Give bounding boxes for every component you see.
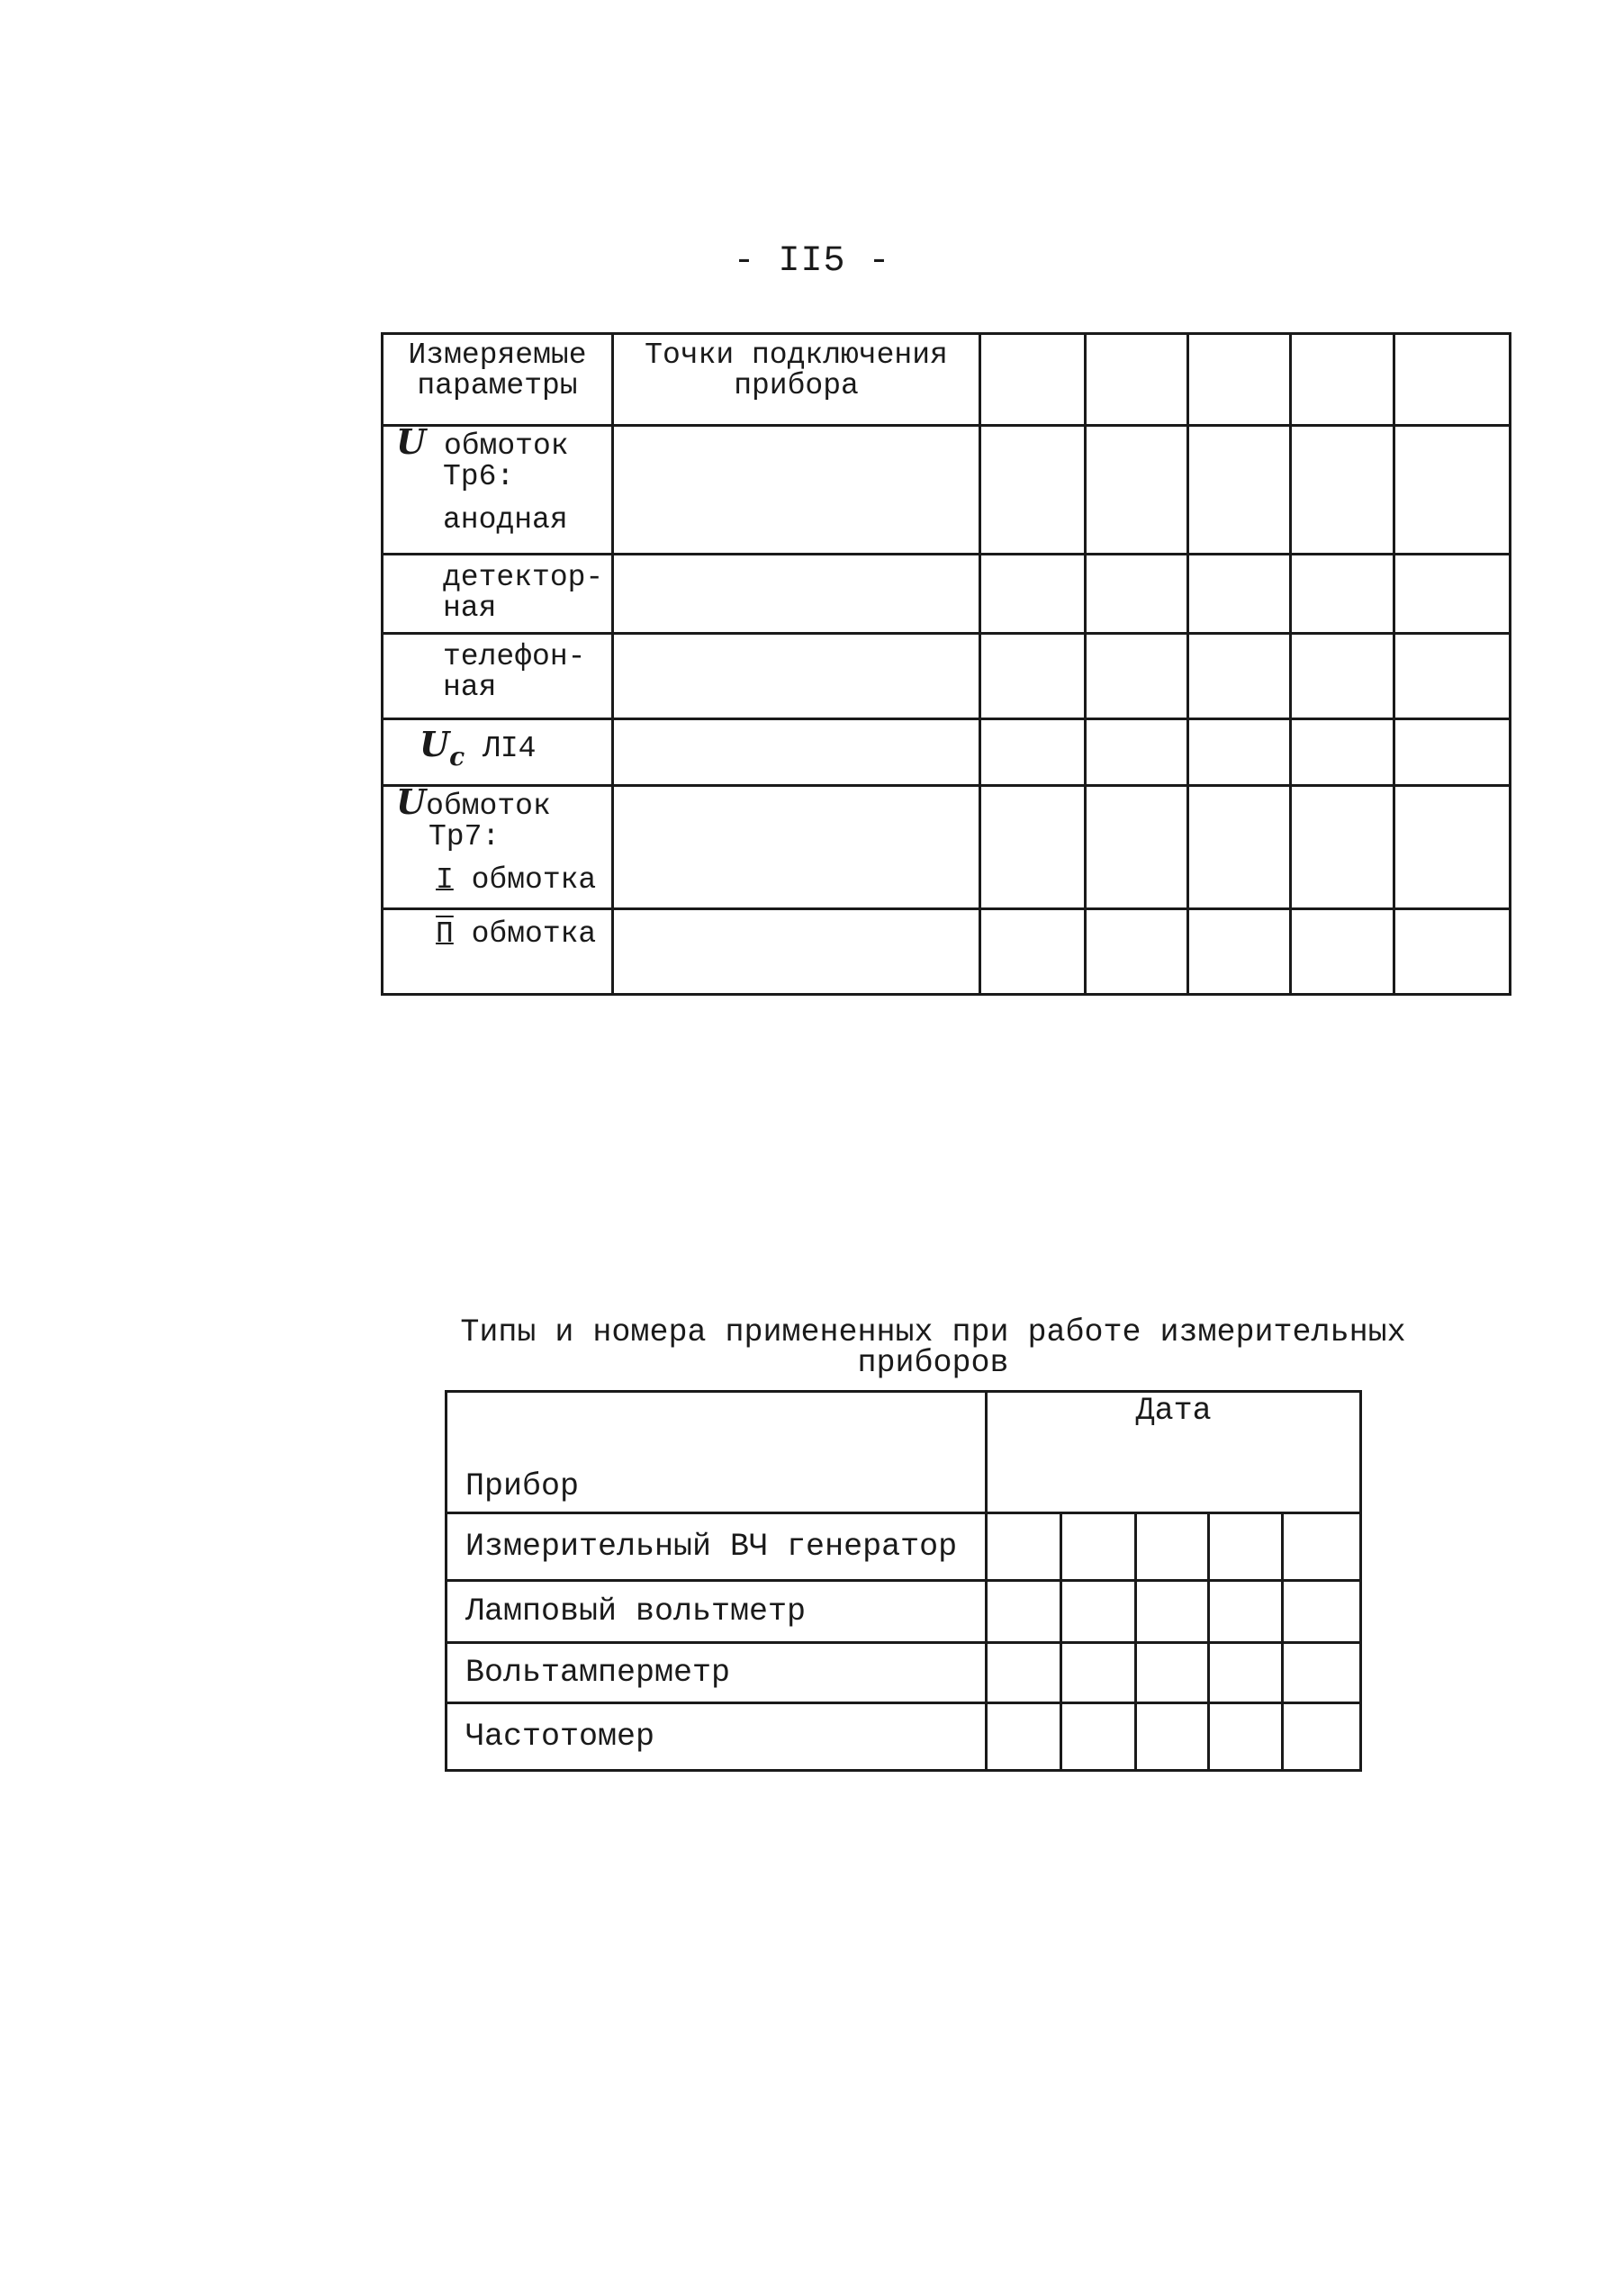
data-cell	[1208, 1703, 1282, 1771]
table-row	[447, 1703, 1361, 1771]
data-cell	[980, 786, 1086, 909]
instruments-caption	[443, 1314, 1423, 1381]
data-cell	[1394, 334, 1511, 426]
page-number: - II5 -	[733, 241, 891, 282]
data-cell	[1086, 909, 1188, 995]
voltage-symbol: U	[396, 781, 427, 822]
table-header-row	[383, 334, 1511, 426]
row-label: детектор-ная	[443, 561, 604, 625]
device-name: Ламповый вольтметр	[447, 1580, 987, 1642]
data-cell	[1291, 334, 1394, 426]
caption-line: приборов	[857, 1345, 1009, 1381]
param-cell	[383, 909, 613, 995]
group-head-text: обмоток	[443, 429, 569, 463]
points-cell	[613, 786, 980, 909]
data-cell	[1086, 555, 1188, 634]
data-cell	[1061, 1580, 1136, 1642]
data-cell	[1188, 555, 1291, 634]
data-cell	[1208, 1513, 1282, 1581]
table-header-row	[447, 1392, 1361, 1513]
data-cell	[1394, 909, 1511, 995]
data-cell	[1394, 426, 1511, 555]
data-cell	[1188, 334, 1291, 426]
group-head-text: обмоток	[426, 790, 551, 823]
data-cell	[1136, 1642, 1208, 1703]
data-cell	[1061, 1513, 1136, 1581]
data-cell	[1188, 909, 1291, 995]
header-date: Дата	[987, 1392, 1361, 1513]
data-cell	[1208, 1580, 1282, 1642]
data-cell	[1394, 634, 1511, 719]
measurement-table	[381, 332, 1511, 996]
voltage-symbol: U	[420, 724, 450, 764]
points-cell	[613, 426, 980, 555]
data-cell	[1086, 719, 1188, 786]
data-cell	[1291, 555, 1394, 634]
data-cell	[980, 334, 1086, 426]
points-cell	[613, 634, 980, 719]
row-label: ЛI4	[483, 732, 537, 765]
data-cell	[987, 1703, 1061, 1771]
data-cell	[987, 1642, 1061, 1703]
data-cell	[1136, 1580, 1208, 1642]
roman-numeral: П	[436, 917, 454, 951]
param-cell	[383, 719, 613, 786]
points-cell	[613, 909, 980, 995]
data-cell	[1291, 634, 1394, 719]
table-row	[383, 719, 1511, 786]
header-points: Точки подключения прибора	[613, 334, 980, 426]
param-cell	[383, 781, 613, 909]
data-cell	[980, 555, 1086, 634]
data-cell	[1188, 426, 1291, 555]
device-name: Вольтамперметр	[447, 1642, 987, 1703]
voltage-subscript: c	[449, 742, 465, 772]
data-cell	[980, 634, 1086, 719]
device-name: Измерительный ВЧ генератор	[447, 1513, 987, 1581]
data-cell	[1061, 1642, 1136, 1703]
points-cell	[613, 719, 980, 786]
header-params: Измеряемые параметры	[383, 334, 613, 426]
data-cell	[1188, 786, 1291, 909]
row-label: телефон-ная	[443, 640, 586, 704]
data-cell	[1086, 634, 1188, 719]
data-cell	[1188, 634, 1291, 719]
data-cell	[1086, 426, 1188, 555]
instruments-table	[445, 1390, 1362, 1772]
data-cell	[1394, 719, 1511, 786]
roman-numeral: I	[436, 863, 454, 897]
data-cell	[1136, 1703, 1208, 1771]
table-row	[447, 1642, 1361, 1703]
param-cell	[383, 555, 613, 634]
data-cell	[1086, 334, 1188, 426]
table-row	[447, 1580, 1361, 1642]
table-row	[447, 1513, 1361, 1581]
data-cell	[980, 719, 1086, 786]
data-cell	[1394, 555, 1511, 634]
points-cell	[613, 555, 980, 634]
data-cell	[980, 426, 1086, 555]
param-cell	[383, 421, 613, 555]
data-cell	[987, 1580, 1061, 1642]
table-row	[383, 909, 1511, 995]
data-cell	[980, 909, 1086, 995]
device-name: Частотомер	[447, 1703, 987, 1771]
data-cell	[1208, 1642, 1282, 1703]
data-cell	[1188, 719, 1291, 786]
table-row	[383, 634, 1511, 719]
data-cell	[987, 1513, 1061, 1581]
data-cell	[1061, 1703, 1136, 1771]
row-label: обмотка	[453, 917, 597, 951]
data-cell	[1282, 1642, 1360, 1703]
row-label: анодная	[443, 503, 568, 537]
header-device: Прибор	[447, 1392, 987, 1513]
data-cell	[1086, 786, 1188, 909]
group-sub-text: Тр7:	[429, 820, 501, 853]
param-cell	[383, 634, 613, 719]
data-cell	[1282, 1580, 1360, 1642]
data-cell	[1136, 1513, 1208, 1581]
data-cell	[1282, 1513, 1360, 1581]
table-row	[383, 555, 1511, 634]
data-cell	[1291, 909, 1394, 995]
data-cell	[1291, 786, 1394, 909]
voltage-symbol: U	[396, 421, 427, 462]
data-cell	[1282, 1703, 1360, 1771]
data-cell	[1291, 426, 1394, 555]
table-row	[383, 426, 1511, 555]
caption-line: Типы и номера примененных при работе измерительных	[460, 1314, 1406, 1350]
data-cell	[1291, 719, 1394, 786]
table-row	[383, 786, 1511, 909]
group-sub-text: Тр6:	[443, 460, 515, 493]
data-cell	[1394, 786, 1511, 909]
row-label: обмотка	[453, 863, 597, 897]
